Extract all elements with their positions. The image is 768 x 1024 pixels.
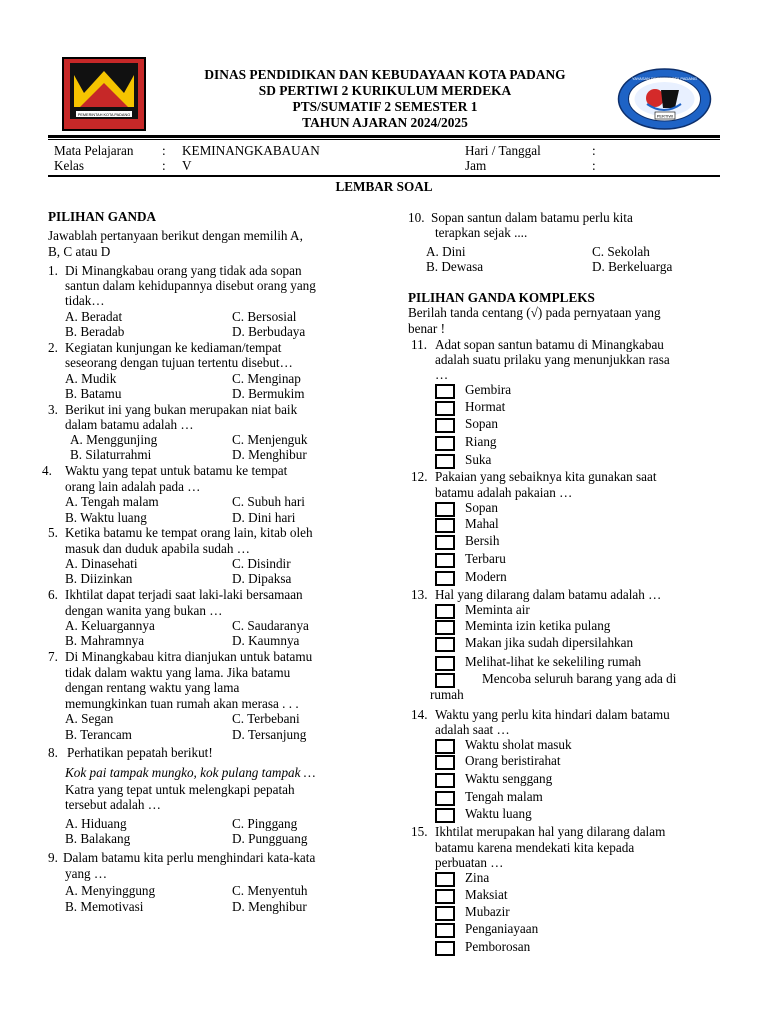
question-number: 5. [48,525,58,540]
hari-label: Hari / Tanggal [465,143,541,158]
checkbox-label: Gembira [465,382,512,397]
option: A. Keluargannya [65,618,155,633]
checkbox[interactable] [435,673,455,688]
kelas-label: Kelas [54,158,85,173]
question-number: 15. [411,824,428,839]
question-text: dalam batamu adalah … [65,417,194,432]
checkbox-label: Sopan [465,500,498,515]
option: A. Menyinggung [65,883,156,898]
option: B. Batamu [65,386,122,401]
checkbox[interactable] [435,604,455,619]
question-text: Ikhtilat dapat terjadi saat laki-laki bersamaan [65,587,303,602]
question-number: 1. [48,263,58,278]
info-rule [48,175,720,177]
question-text: tersebut adalah … [65,797,161,812]
section-pilihan-ganda: PILIHAN GANDA [48,209,157,224]
question-text: tidak… [65,293,105,308]
checkbox-label: Mubazir [465,904,510,919]
option: A. Dinasehati [65,556,138,571]
mapel-label: Mata Pelajaran [54,143,134,158]
question-number: 13. [411,587,428,602]
svg-text:YAYASAN PERTIWI KOTA PADANG: YAYASAN PERTIWI KOTA PADANG [632,76,697,81]
header-rule-thick [48,135,720,138]
option: C. Sekolah [592,244,650,259]
mapel-colon: : [162,143,166,158]
option: C. Disindir [232,556,291,571]
checkbox[interactable] [435,637,455,652]
checkbox[interactable] [435,535,455,550]
option: B. Balakang [65,831,131,846]
kelas-value: V [182,158,192,173]
question-text: Pakaian yang sebaiknya kita gunakan saat [435,469,657,484]
checkbox-label: Sopan [465,416,498,431]
question-number: 8. [48,745,58,760]
question-text: batamu karena mendekati kita kepada [435,840,635,855]
section-pilihan-ganda-kompleks: PILIHAN GANDA KOMPLEKS [408,290,595,305]
question-text: adalah suatu prilaku yang menunjukkan rasa [435,352,670,367]
checkbox[interactable] [435,454,455,469]
question-number: 10. [408,210,425,225]
question-text: Berikut ini yang bukan merupakan niat baik [65,402,298,417]
checkbox-label: Bersih [465,533,500,548]
checkbox-label: Modern [465,569,507,584]
instruction-line: B, C atau D [48,244,111,259]
option: A. Tengah malam [65,494,159,509]
option: D. Tersanjung [232,727,307,742]
option: C. Pinggang [232,816,298,831]
header-line-2: SD PERTIWI 2 KURIKULUM MERDEKA [258,83,512,98]
checkbox[interactable] [435,401,455,416]
option: C. Terbebani [232,711,300,726]
checkbox-label: Maksiat [465,887,508,902]
checkbox[interactable] [435,656,455,671]
checkbox-label: Makan jika sudah dipersilahkan [465,635,634,650]
checkbox-label: Terbaru [465,551,506,566]
question-text: memungkinkan tuan rumah akan merasa . . . [65,696,299,711]
header-line-3: PTS/SUMATIF 2 SEMESTER 1 [292,99,478,114]
option: A. Menggunjing [70,432,158,447]
page-title: LEMBAR SOAL [335,179,433,194]
option: D. Menghibur [232,899,307,914]
checkbox-label: Mencoba seluruh barang yang ada di [482,671,677,686]
question-number: 11. [411,337,427,352]
question-number: 7. [48,649,58,664]
option: B. Diizinkan [65,571,133,586]
question-number: 14. [411,707,428,722]
option: D. Menghibur [232,447,307,462]
proverb-text: Kok pai tampak mungko, kok pulang tampak … [65,765,316,780]
option: B. Memotivasi [65,899,144,914]
question-text: Ikhtilat merupakan hal yang dilarang dalam [435,824,666,839]
question-text: Hal yang dilarang dalam batamu adalah … [435,587,662,602]
question-text: masuk dan duduk apabila sudah … [65,541,250,556]
checkbox[interactable] [435,553,455,568]
question-text: Perhatikan pepatah berikut! [67,745,213,760]
option: D. Dipaksa [232,571,292,586]
header-line-1: DINAS PENDIDIKAN DAN KEBUDAYAAN KOTA PADANG [204,67,566,82]
checkbox[interactable] [435,739,455,754]
checkbox[interactable] [435,418,455,433]
question-number: 2. [48,340,58,355]
question-text: batamu adalah pakaian … [435,485,573,500]
question-text: seseorang dengan tujuan tertentu disebut… [65,355,293,370]
mapel-value: KEMINANGKABAUAN [182,143,320,158]
option: A. Mudik [65,371,117,386]
checkbox-label: Riang [465,434,497,449]
checkbox[interactable] [435,502,455,517]
question-number: 9. [48,850,58,865]
checkbox-label: Penganiayaan [465,921,539,936]
question-number: 3. [48,402,58,417]
checkbox[interactable] [435,889,455,904]
option: C. Subuh hari [232,494,305,509]
kelas-colon: : [162,158,166,173]
option: D. Dini hari [232,510,296,525]
question-text: terapkan sejak .... [435,225,528,240]
svg-text:PEMERINTAH KOTA PADANG: PEMERINTAH KOTA PADANG [77,113,131,117]
instruction-line: benar ! [408,321,445,336]
checkbox[interactable] [435,755,455,770]
question-number: 6. [48,587,58,602]
option: C. Menginap [232,371,301,386]
jam-label: Jam [465,158,487,173]
question-text: Waktu yang tepat untuk batamu ke tempat [65,463,288,478]
question-text: Adat sopan santun batamu di Minangkabau [435,337,664,352]
option: D. Berbudaya [232,324,306,339]
question-text: yang … [65,866,108,881]
option: C. Bersosial [232,309,297,324]
checkbox[interactable] [435,923,455,938]
instruction-line: Jawablah pertanyaan berikut dengan memilih A, [48,228,303,243]
checkbox-label: Tengah malam [465,789,543,804]
option: B. Terancam [65,727,132,742]
question-text: adalah saat … [435,722,510,737]
option: C. Saudaranya [232,618,309,633]
question-text: … [435,367,449,382]
option: C. Menjenguk [232,432,308,447]
option: A. Beradat [65,309,123,324]
question-text: santun dalam kehidupannya disebut orang yang [65,278,316,293]
checkbox-label: Waktu senggang [465,771,553,786]
checkbox[interactable] [435,384,455,399]
checkbox-label: Waktu sholat masuk [465,737,572,752]
svg-text:PERTIWI: PERTIWI [656,113,674,119]
pertiwi-logo [617,68,712,130]
checkbox-label: Zina [465,870,490,885]
option: D. Pungguang [232,831,308,846]
option: A. Dini [426,244,466,259]
checkbox-label: Orang beristirahat [465,753,561,768]
checkbox[interactable] [435,941,455,956]
question-text: Kegiatan kunjungan ke kediaman/tempat [65,340,282,355]
checkbox-label: Pemborosan [465,939,531,954]
question-text: Sopan santun dalam batamu perlu kita [431,210,633,225]
kota-padang-logo [62,57,146,131]
checkbox[interactable] [435,791,455,806]
checkbox-label-cont: rumah [430,687,464,702]
checkbox-label: Meminta air [465,602,530,617]
question-text: dengan wanita yang bukan … [65,603,223,618]
question-text: dengan rentang waktu yang lama [65,680,240,695]
option: A. Segan [65,711,114,726]
question-text: Ketika batamu ke tempat orang lain, kitab oleh [65,525,313,540]
option: B. Beradab [65,324,125,339]
jam-colon: : [592,158,596,173]
checkbox[interactable] [435,872,455,887]
option: C. Menyentuh [232,883,308,898]
question-text: Katra yang tepat untuk melengkapi pepatah [65,782,295,797]
question-number: 12. [411,469,428,484]
hari-colon: : [592,143,596,158]
question-text: Dalam batamu kita perlu menghindari kata-kata [63,850,316,865]
checkbox[interactable] [435,620,455,635]
option: A. Hiduang [65,816,127,831]
checkbox[interactable] [435,436,455,451]
instruction-line: Berilah tanda centang (√) pada pernyataan yang [408,305,661,320]
question-text: Di Minangkabau orang yang tidak ada sopan [65,263,302,278]
header-rule-thin [48,139,720,140]
option: B. Mahramnya [65,633,145,648]
option: D. Berkeluarga [592,259,673,274]
option: B. Waktu luang [65,510,147,525]
checkbox[interactable] [435,808,455,823]
checkbox[interactable] [435,571,455,586]
header-line-4: TAHUN AJARAN 2024/2025 [302,115,468,130]
question-text: tidak dalam waktu yang lama. Jika batamu [65,665,291,680]
option: B. Silaturrahmi [70,447,152,462]
checkbox[interactable] [435,906,455,921]
checkbox[interactable] [435,773,455,788]
option: B. Dewasa [426,259,484,274]
checkbox-label: Melihat-lihat ke sekeliling rumah [465,654,642,669]
checkbox-label: Mahal [465,516,499,531]
checkbox[interactable] [435,518,455,533]
checkbox-label: Suka [465,452,492,467]
question-text: Waktu yang perlu kita hindari dalam batamu [435,707,670,722]
question-text: orang lain adalah pada … [65,479,201,494]
option: D. Bermukim [232,386,305,401]
question-number: 4. [42,463,52,478]
checkbox-label: Hormat [465,399,506,414]
checkbox-label: Meminta izin ketika pulang [465,618,611,633]
question-text: Di Minangkabau kitra dianjukan untuk batamu [65,649,313,664]
option: D. Kaumnya [232,633,300,648]
checkbox-label: Waktu luang [465,806,532,821]
question-text: perbuatan … [435,855,504,870]
